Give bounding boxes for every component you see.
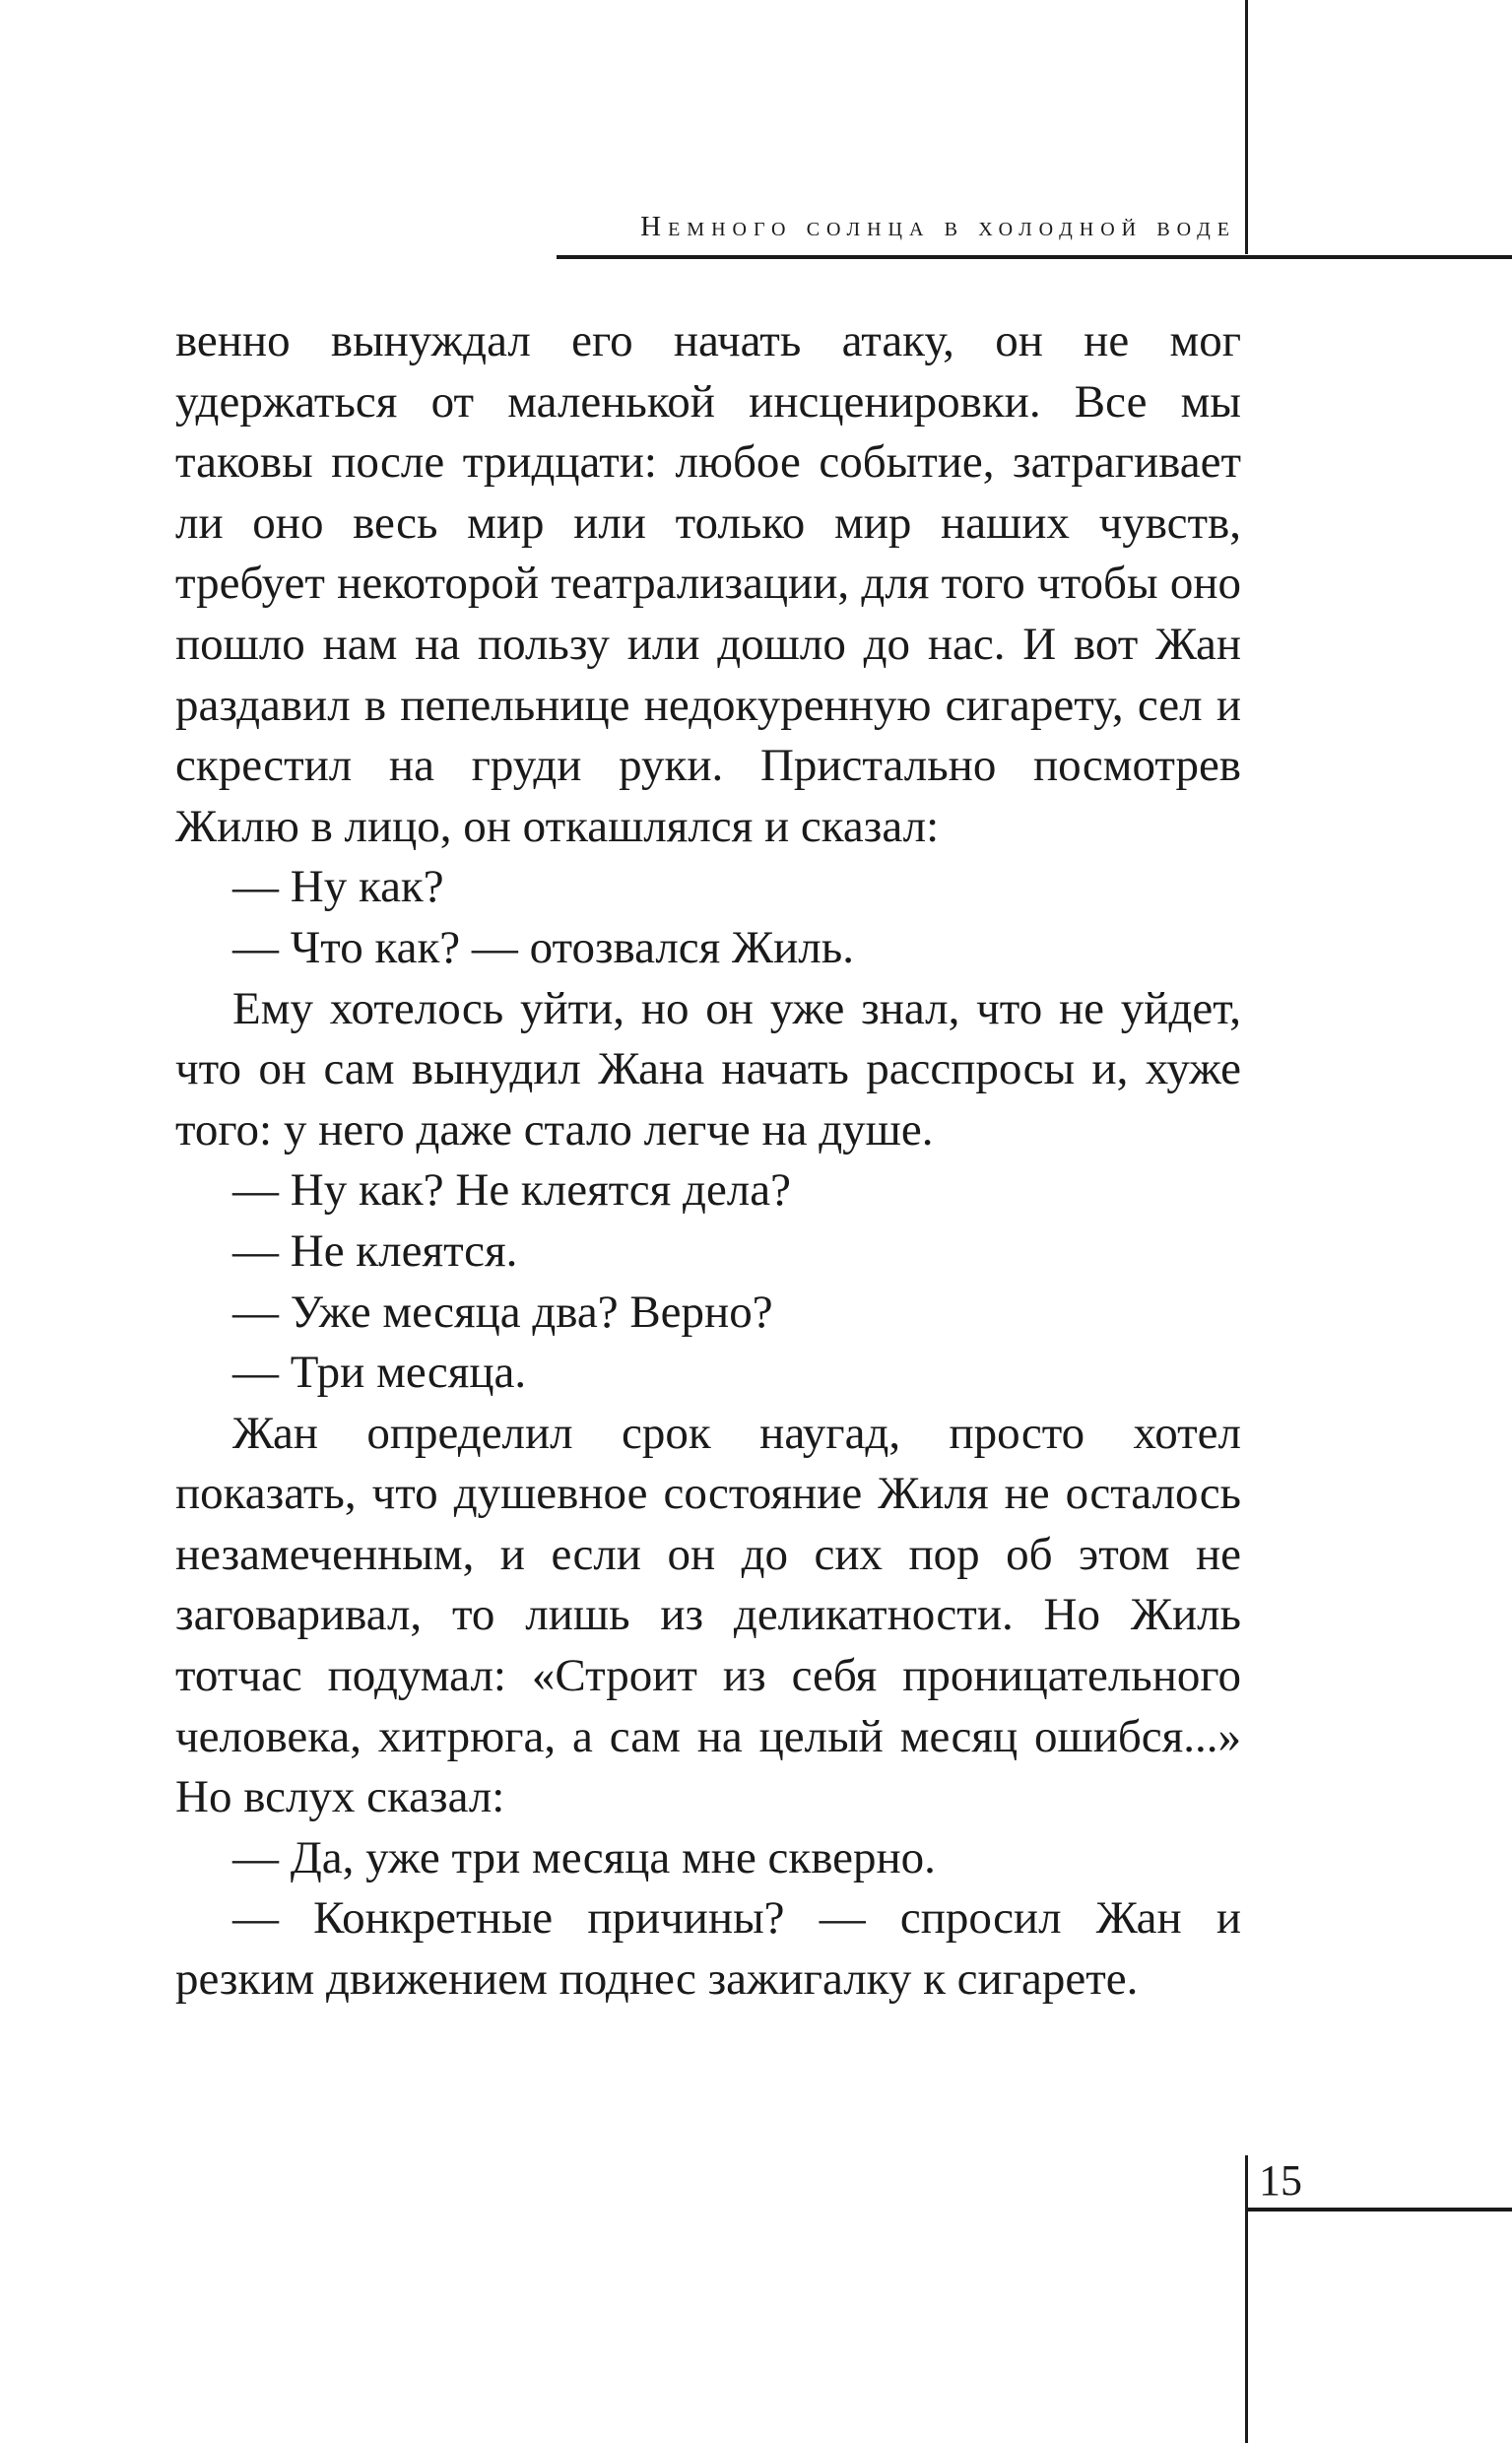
margin-rule-bottom	[1245, 2155, 1248, 2443]
dialogue-line: — Ну как?	[232, 861, 444, 913]
dialogue-line: — Не клеятся.	[232, 1224, 518, 1277]
paragraph-continuation: венно вынуждал его начать атаку, он не мог удержаться от маленькой инсценировки. Все мы таковы после тридцати: любое событие, затрагивает ли оно весь мир или только мир наших чувств, требует некоторой театрализации, для того чтобы оно пошло нам на пользу или дошло до нас. И вот Жан раздавил в пепельнице недокуренную сигарету, сел и скрестил на груди руки. Пристально посмотрев Жилю в лицо, он откашлялся и сказал:	[175, 315, 1241, 852]
body-text	[175, 311, 1241, 2011]
dialogue-line: — Уже месяца два? Верно?	[232, 1286, 773, 1338]
dialogue-line: — Да, уже три месяца мне скверно.	[232, 1831, 936, 1883]
header-rule	[557, 255, 1512, 259]
running-header: Немного солнца в холодной воде	[640, 211, 1236, 242]
paragraph: Жан определил срок наугад, просто хотел показать, что душевное состояние Жиля не осталось незамеченным, и если он до сих пор об этом не заговаривал, то лишь из деликатности. Но Жиль тотчас подумал: «Строит из себя проницательного человека, хитрюга, а сам на целый месяц ошибся...» Но вслух сказал:	[175, 1407, 1241, 1823]
margin-rule-top	[1245, 0, 1248, 254]
paragraph: Ему хотелось уйти, но он уже знал, что не уйдет, что он сам вынудил Жана начать расспросы и, хуже того: у него даже стало легче на душе.	[175, 982, 1241, 1155]
folio-rule	[1245, 2208, 1512, 2212]
page-number: 15	[1259, 2156, 1302, 2205]
dialogue-line: — Ну как? Не клеятся дела?	[232, 1164, 791, 1217]
dialogue-line: — Конкретные причины? — спросил Жан и резким движением поднес зажигалку к сигарете.	[175, 1892, 1241, 2006]
dialogue-line: — Что как? — отозвался Жиль.	[232, 921, 854, 973]
dialogue-line: — Три месяца.	[232, 1347, 527, 1399]
